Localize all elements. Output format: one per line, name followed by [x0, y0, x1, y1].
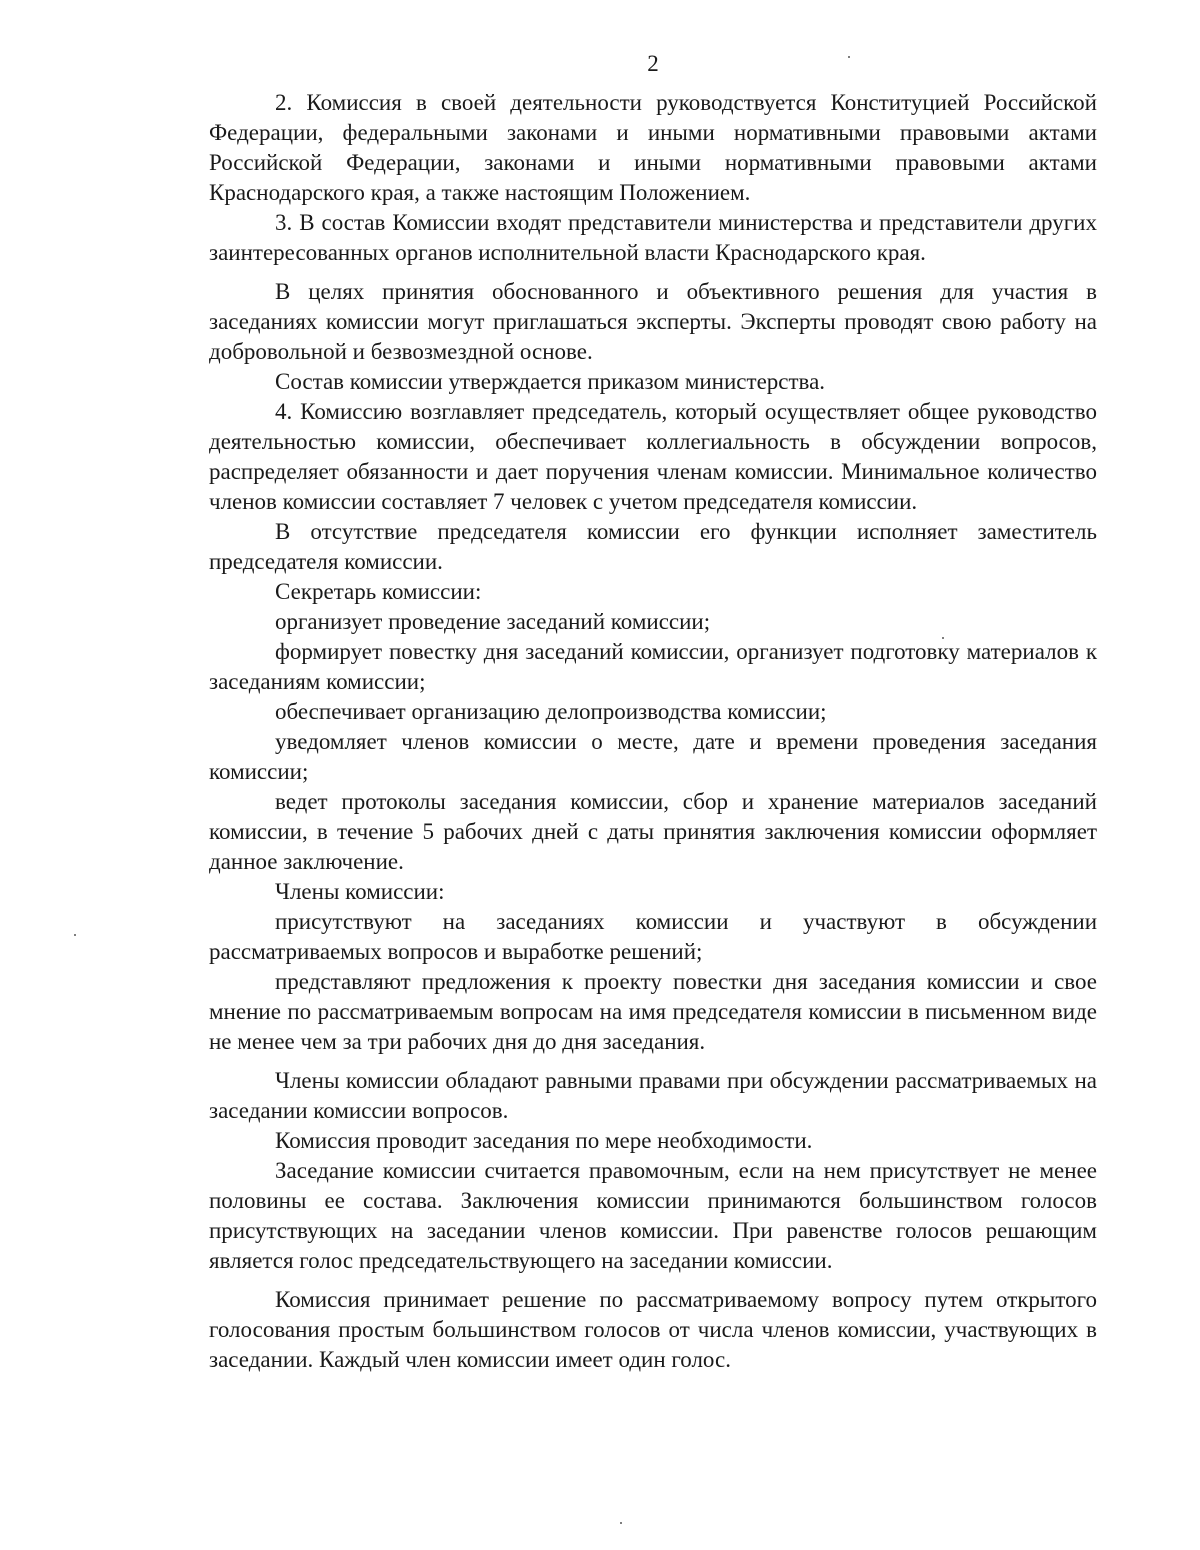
paragraph: Состав комиссии утверждается приказом министерства.: [275, 369, 826, 394]
paragraph: организует проведение заседаний комиссии;: [275, 609, 711, 634]
scan-speck: [620, 1522, 622, 1524]
scan-speck: [74, 934, 76, 936]
paragraph: ведет протоколы заседания комиссии, сбор и хранение материалов заседаний комиссии, в течение 5 рабочих дней с даты принятия заключения комиссии оформляет данное заключение.: [209, 789, 1097, 874]
paragraph: В целях принятия обоснованного и объективного решения для участия в заседаниях комиссии могут приглашаться эксперты. Эксперты проводят свою работу на добровольной и безвозмездной основе.: [209, 279, 1097, 364]
paragraph: Секретарь комиссии:: [275, 579, 482, 604]
paragraph: Комиссия принимает решение по рассматриваемому вопросу путем открытого голосования простым большинством голосов от числа членов комиссии, участвующих в заседании. Каждый член комиссии имеет один голос.: [209, 1287, 1097, 1372]
paragraph: Заседание комиссии считается правомочным, если на нем присутствует не менее половины ее состава. Заключения комиссии принимаются большинством голосов присутствующих на заседании членов комиссии. При равенстве голосов решающим является голос председательствующего на заседании комиссии.: [209, 1158, 1097, 1273]
paragraph: Члены комиссии обладают равными правами при обсуждении рассматриваемых на заседании комиссии вопросов.: [209, 1068, 1097, 1123]
paragraph: Комиссия проводит заседания по мере необходимости.: [275, 1128, 813, 1153]
paragraph: представляют предложения к проекту повестки дня заседания комиссии и свое мнение по рассматриваемым вопросам на имя председателя комиссии в письменном виде не менее чем за три рабочих дня до дня заседания.: [209, 969, 1097, 1054]
page-number: 2: [647, 51, 659, 76]
paragraph: В отсутствие председателя комиссии его функции исполняет заместитель председателя комиссии.: [209, 519, 1097, 574]
scan-speck: [848, 56, 850, 58]
paragraph: присутствуют на заседаниях комиссии и участвуют в обсуждении рассматриваемых вопросов и выработке решений;: [209, 909, 1097, 964]
paragraph: уведомляет членов комиссии о месте, дате и времени проведения заседания комиссии;: [209, 729, 1097, 784]
paragraph: Члены комиссии:: [275, 879, 445, 904]
paragraph: формирует повестку дня заседаний комиссии, организует подготовку материалов к заседаниям комиссии;: [209, 639, 1097, 694]
paragraph: 3. В состав Комиссии входят представители министерства и представители других заинтересованных органов исполнительной власти Краснодарского края.: [209, 210, 1097, 265]
scan-speck: [942, 637, 944, 639]
paragraph: 4. Комиссию возглавляет председатель, который осуществляет общее руководство деятельностью комиссии, обеспечивает коллегиальность в обсуждении вопросов, распределяет обязанности и дает поручения членам комиссии. Минимальное количество членов комиссии составляет 7 человек с учетом председателя комиссии.: [209, 399, 1097, 514]
paragraph: 2. Комиссия в своей деятельности руководствуется Конституцией Российской Федерации, федеральными законами и иными нормативными правовыми актами Российской Федерации, законами и иными нормативными правовыми актами Краснодарского края, а также настоящим Положением.: [209, 90, 1097, 205]
document-body: [209, 88, 1097, 1375]
paragraph: обеспечивает организацию делопроизводства комиссии;: [275, 699, 827, 724]
